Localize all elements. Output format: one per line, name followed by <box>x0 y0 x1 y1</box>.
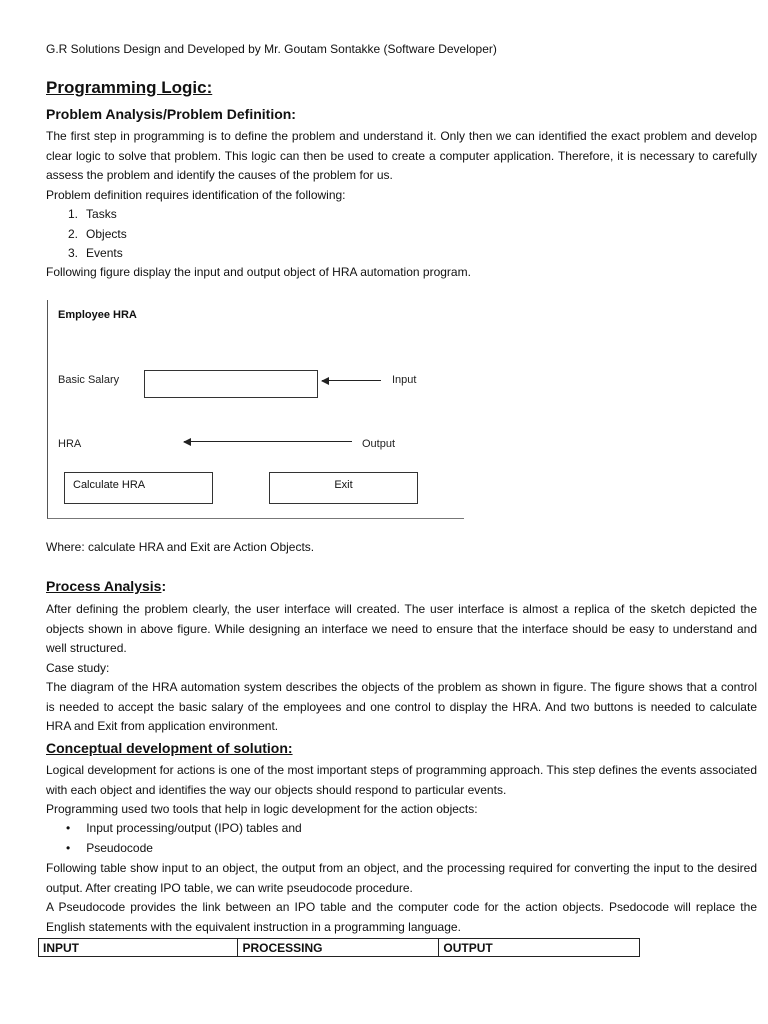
exit-button: Exit <box>269 472 418 504</box>
bullet-item: • Input processing/output (IPO) tables and <box>66 821 302 835</box>
page-header: G.R Solutions Design and Developed by Mr. Goutam Sontakke (Software Developer) <box>46 42 497 56</box>
basic-salary-label: Basic Salary <box>58 374 120 386</box>
problem-definition-paragraph <box>46 127 757 205</box>
ipo-table <box>38 938 640 957</box>
section-title-programming-logic: Programming Logic: <box>46 78 213 97</box>
basic-salary-textbox <box>144 370 318 398</box>
paragraph-text: Following table show input to an object, the output from an object, and the processing required for converting the input to the desired output. After creating IPO table, we can write pseudocode procedure. <box>46 861 757 895</box>
table-header-cell: PROCESSING <box>238 939 439 957</box>
paragraph-text: After defining the problem clearly, the user interface will created. The user interface is almost a replica of the sketch depicted the objects shown in above figure. While designing an interface we need to ensure that the interface should be easy to understand and well structured. <box>46 602 757 655</box>
section-title-conceptual-development: Conceptual development of solution: <box>46 740 293 756</box>
bullet-icon: • <box>66 841 71 855</box>
where-line: Where: calculate HRA and Exit are Action Objects. <box>46 540 315 554</box>
hra-label: HRA <box>58 438 82 450</box>
requirement-line: Problem definition requires identification of the following: <box>46 187 346 202</box>
list-item: 3. Events <box>68 246 123 260</box>
input-label: Input <box>392 374 417 386</box>
list-item: 2. Objects <box>68 227 127 241</box>
conceptual-paragraph <box>46 761 757 820</box>
calculate-hra-button: Calculate HRA <box>64 472 213 504</box>
table-header-cell: INPUT <box>39 939 238 957</box>
table-header-cell: OUTPUT <box>439 939 640 957</box>
figure-intro-line: Following figure display the input and output object of HRA automation program. <box>46 265 471 279</box>
subsection-title-problem-analysis: Problem Analysis/Problem Definition: <box>46 106 296 122</box>
output-label: Output <box>362 438 396 450</box>
ipo-paragraph <box>46 859 757 937</box>
hra-form-figure <box>47 300 464 519</box>
case-study-label: Case study: <box>46 660 110 675</box>
paragraph-text: A Pseudocode provides the link between an IPO table and the computer code for the action objects. Psedocode will replace the English statements with the equivalent instruction in a programming language. <box>46 900 757 934</box>
output-arrow-icon <box>184 441 352 442</box>
figure-title: Employee HRA <box>58 309 137 321</box>
paragraph-text: The first step in programming is to define the problem and understand it. Only then we can identified the exact problem and develop clear logic to solve that problem. This logic can then be used to create a computer application. Therefore, it is necessary to carefully assess the problem and identify the causes of the problem for us. <box>46 129 757 182</box>
bullet-icon: • <box>66 821 71 835</box>
tools-line: Programming used two tools that help in logic development for the action objects: <box>46 802 478 816</box>
section-title-process-analysis: Process Analysis: <box>46 578 167 594</box>
case-study-text: The diagram of the HRA automation system describes the objects of the problem as shown in figure. The figure shows that a control is needed to accept the basic salary of the employees and one control to display the HRA. And two buttons is needed to calculate HRA and Exit from application environment. <box>46 680 757 733</box>
process-analysis-paragraph <box>46 600 757 737</box>
input-arrow-icon <box>322 380 381 381</box>
bullet-item: • Pseudocode <box>66 841 153 855</box>
list-item: 1. Tasks <box>68 207 117 221</box>
table-header-row <box>39 939 640 957</box>
paragraph-text: Logical development for actions is one of the most important steps of programming approach. This step defines the events associated with each object and identifies the way our objects should respond to particular events. <box>46 763 757 797</box>
